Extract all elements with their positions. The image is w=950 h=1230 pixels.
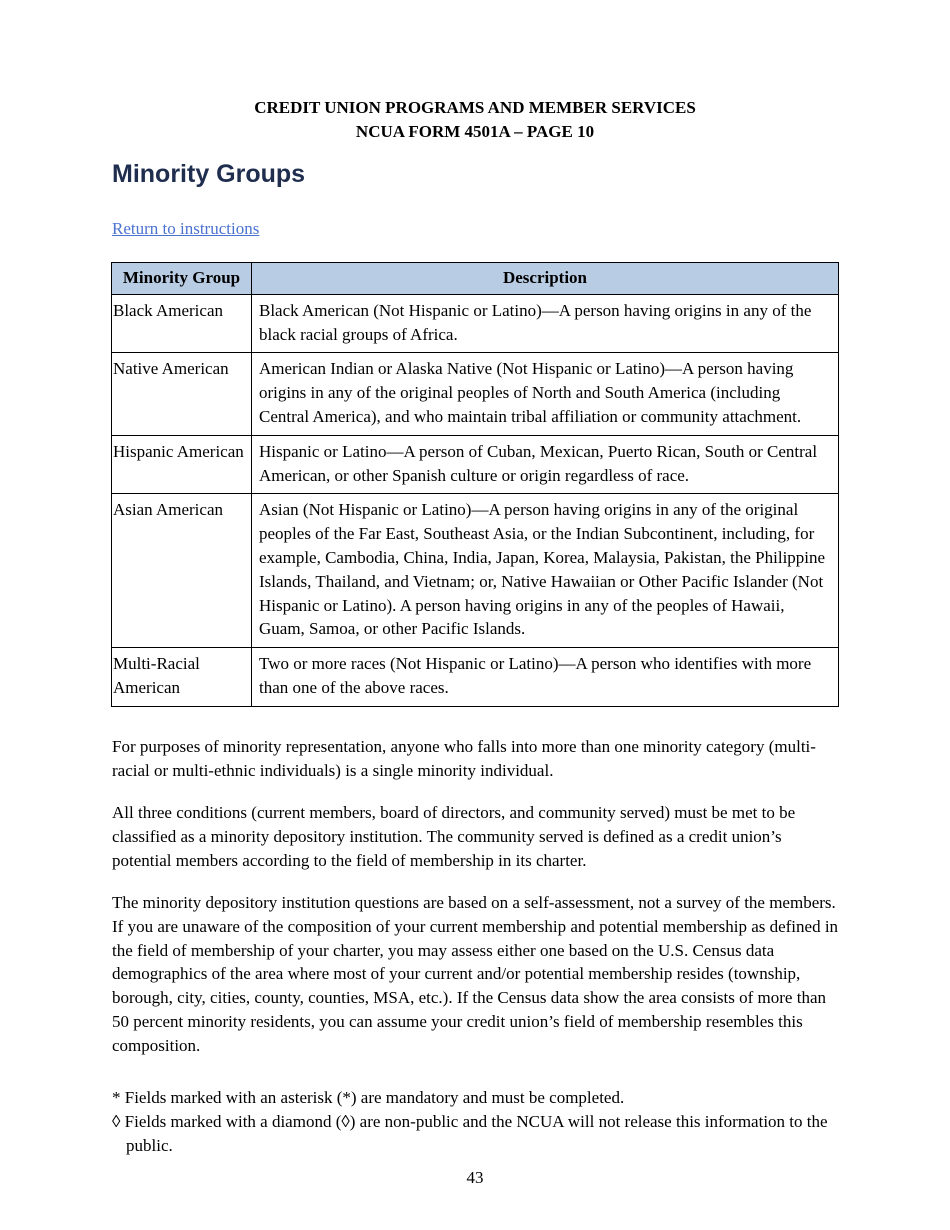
- column-header-minority-group: Minority Group: [112, 263, 252, 295]
- description-cell: American Indian or Alaska Native (Not Hispanic or Latino)—A person having origins in any of the original peoples of North and South America (including Central America), and who maintain tribal affiliation or community attachment.: [252, 353, 839, 435]
- note-asterisk: * Fields marked with an asterisk (*) are mandatory and must be completed.: [112, 1088, 625, 1107]
- page-number: 43: [466, 1168, 484, 1187]
- minority-groups-table: [111, 262, 839, 707]
- minority-group-cell: Hispanic American: [112, 435, 252, 494]
- description-cell: Asian (Not Hispanic or Latino)—A person having origins in any of the original peoples of the Far East, Southeast Asia, or the Indian Subcontinent, including, for example, Cambodia, China, India, Japan, Korea, Malaysia, Pakistan, the Philippine Islands, Thailand, and Vietnam; or, Native Hawaiian or Other Pacific Islander (Not Hispanic or Latino). A person having origins in any of the peoples of Hawaii, Guam, Samoa, or other Pacific Islands.: [252, 494, 839, 648]
- paragraph-conditions: All three conditions (current members, board of directors, and community served) must be met to be classified as a minority depository institution. The community served is defined as a credit union’s potential members according to the field of membership in its charter.: [112, 803, 796, 870]
- description-cell: Two or more races (Not Hispanic or Latino)—A person who identifies with more than one of the above races.: [252, 648, 839, 707]
- table-row: [112, 294, 839, 353]
- minority-group-cell: Multi-Racial American: [112, 648, 252, 707]
- header-line-2: NCUA FORM 4501A – PAGE 10: [355, 122, 595, 141]
- table-row: [112, 648, 839, 707]
- note-diamond: ◊ Fields marked with a diamond (◊) are non-public and the NCUA will not release this information to the public.: [112, 1112, 828, 1155]
- document-header: [0, 96, 950, 144]
- table-row: [112, 435, 839, 494]
- description-cell: Hispanic or Latino—A person of Cuban, Mexican, Puerto Rican, South or Central American, or other Spanish culture or origin regardless of race.: [252, 435, 839, 494]
- page-title: Minority Groups: [112, 160, 306, 188]
- description-cell: Black American (Not Hispanic or Latino)—A person having origins in any of the black racial groups of Africa.: [252, 294, 839, 353]
- header-line-1: CREDIT UNION PROGRAMS AND MEMBER SERVICES: [254, 98, 696, 117]
- paragraph-multi-racial: For purposes of minority representation, anyone who falls into more than one minority category (multi-racial or multi-ethnic individuals) is a single minority individual.: [112, 737, 816, 780]
- return-to-instructions-link[interactable]: Return to instructions: [112, 219, 260, 238]
- column-header-description: Description: [252, 263, 839, 295]
- minority-group-cell: Native American: [112, 353, 252, 435]
- minority-group-cell: Black American: [112, 294, 252, 353]
- minority-group-cell: Asian American: [112, 494, 252, 648]
- table-row: [112, 494, 839, 648]
- table-row: [112, 353, 839, 435]
- table-header-row: [112, 263, 839, 295]
- paragraph-self-assessment: The minority depository institution questions are based on a self-assessment, not a survey of the members. If you are unaware of the composition of your current membership and potential membership as defined in the field of membership of your charter, you may assess either one based on the U.S. Census data demographics of the area where most of your current and/or potential membership resides (township, borough, city, cities, county, counties, MSA, etc.). If the Census data show the area consists of more than 50 percent minority residents, you can assume your credit union’s field of membership resembles this composition.: [112, 893, 839, 1055]
